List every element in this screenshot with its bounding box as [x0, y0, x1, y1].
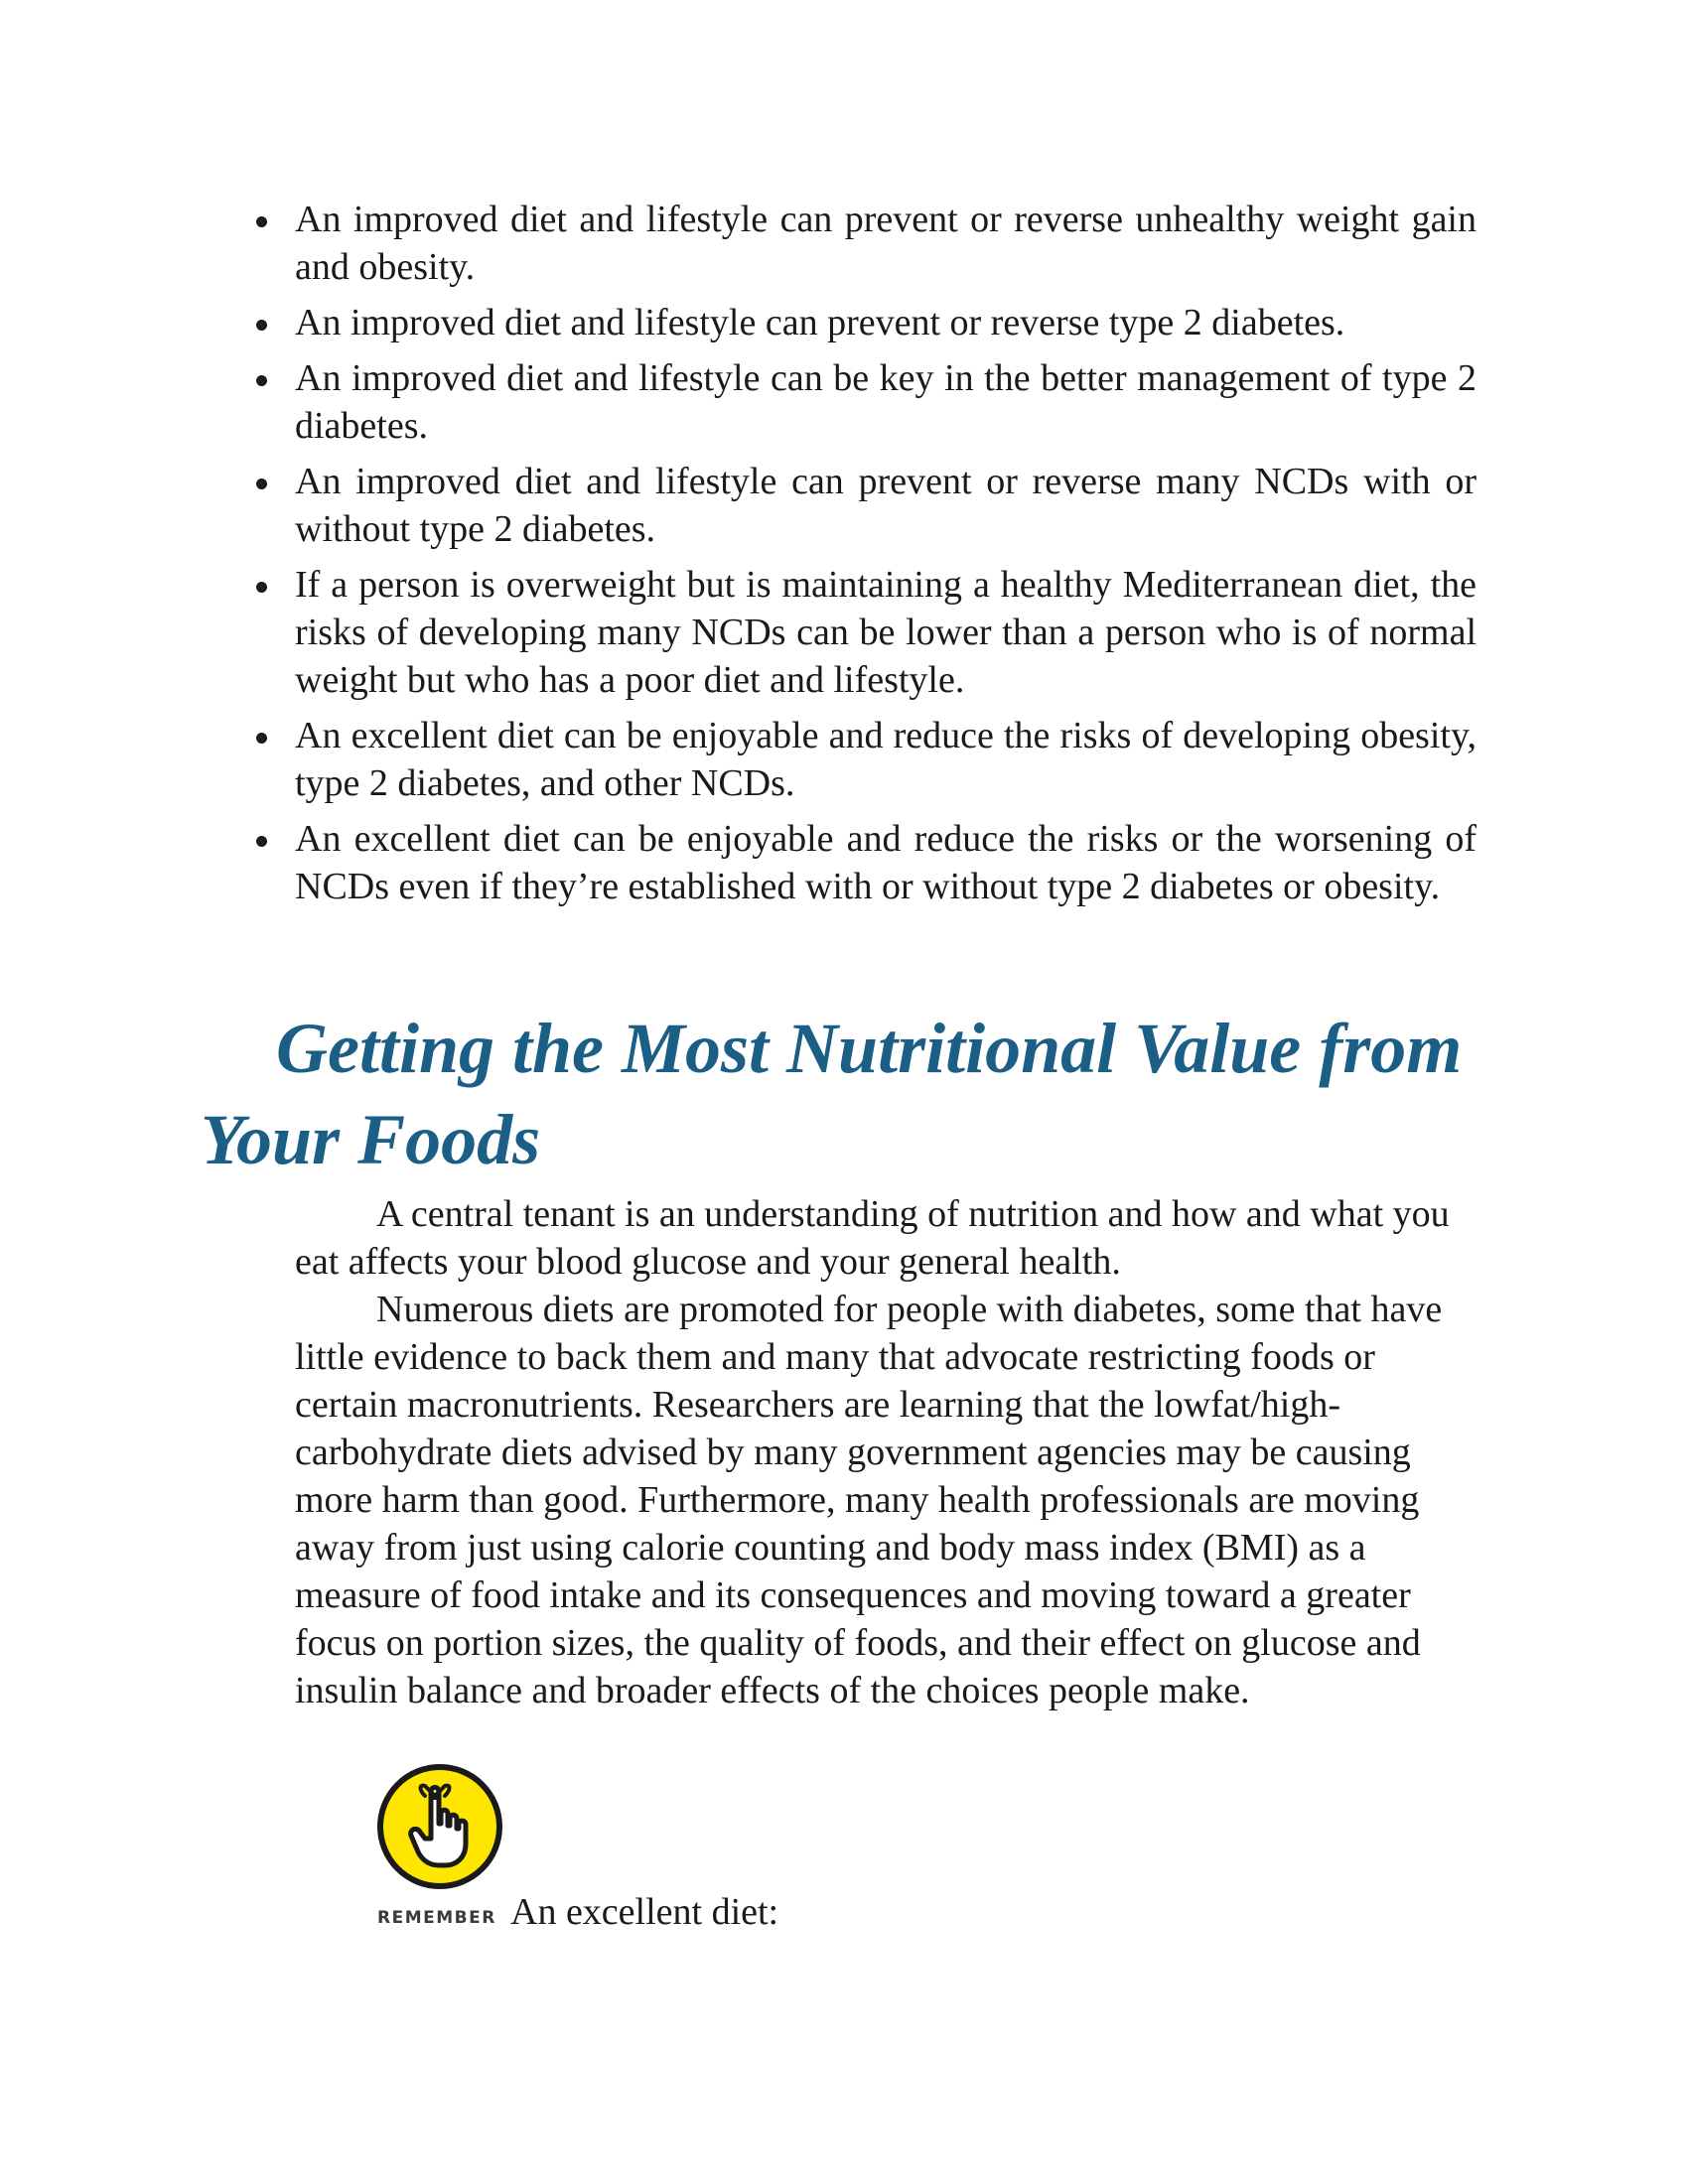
remember-text: An excellent diet:: [510, 1891, 779, 1933]
section-body: [295, 1190, 1486, 1714]
bullet-item: An improved diet and lifestyle can prevent or reverse type 2 diabetes.: [253, 299, 1477, 346]
bullet-item: An improved diet and lifestyle can prevent or reverse many NCDs with or without type 2 diabetes.: [253, 458, 1477, 553]
bullet-list: [253, 196, 1477, 918]
remember-finger-string-icon: [375, 1762, 504, 1891]
paragraph: A central tenant is an understanding of nutrition and how and what you eat affects your blood glucose and your general health.: [295, 1193, 1450, 1283]
bullet-item: An excellent diet can be enjoyable and reduce the risks of developing obesity, type 2 diabetes, and other NCDs.: [253, 712, 1477, 807]
remember-label: REMEMBER: [377, 1908, 496, 1928]
bullet-item: An improved diet and lifestyle can be key in the better management of type 2 diabetes.: [253, 354, 1477, 450]
paragraph: Numerous diets are promoted for people with diabetes, some that have little evidence to back them and many that advocate restricting foods or certain macronutrients. Researchers are learning that the lowfat/high-carbohydrate diets advised by many government agencies may be causing more harm than good. Furthermore, many health professionals are moving away from just using calorie counting and body mass index (BMI) as a measure of food intake and its consequences and moving toward a greater focus on portion sizes, the quality of foods, and their effect on glucose and insulin balance and broader effects of the choices people make.: [295, 1289, 1443, 1711]
bullet-item: If a person is overweight but is maintaining a healthy Mediterranean diet, the risks of developing many NCDs can be lower than a person who is of normal weight but who has a poor diet and lifestyle.: [253, 561, 1477, 704]
bullet-item: An improved diet and lifestyle can prevent or reverse unhealthy weight gain and obesity.: [253, 196, 1477, 291]
bullet-item: An excellent diet can be enjoyable and reduce the risks or the worsening of NCDs even if they’re established with or without type 2 diabetes or obesity.: [253, 815, 1477, 910]
section-heading: Getting the Most Nutritional Value from Your Foods: [201, 1009, 1463, 1179]
